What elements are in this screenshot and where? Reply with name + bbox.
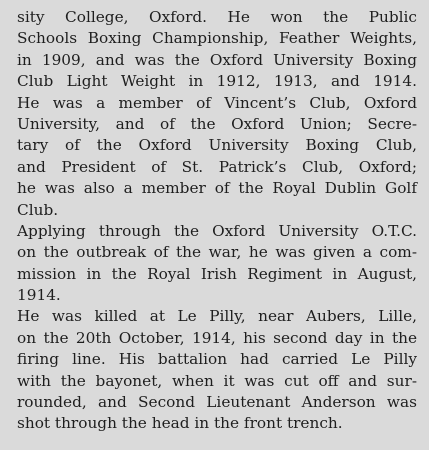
text-line: on the outbreak of the war, he was given a com- xyxy=(17,243,417,262)
text-line: mission in the Royal Irish Regiment in August, xyxy=(17,264,417,283)
text-line: with the bayonet, when it was cut off and sur- xyxy=(17,371,417,390)
text-line: he was also a member of the Royal Dublin Golf xyxy=(17,179,417,198)
text-line: He was killed at Le Pilly, near Aubers, Lille, xyxy=(17,307,417,326)
text-line: University, and of the Oxford Union; Secre- xyxy=(17,114,417,133)
text-line: Schools Boxing Championship, Feather Weights, xyxy=(17,29,417,48)
text-line: firing line. His battalion had carried Le Pilly xyxy=(17,350,417,369)
text-line: He was a member of Vincent’s Club, Oxford xyxy=(17,93,417,112)
text-line: in 1909, and was the Oxford University Boxing xyxy=(17,50,417,69)
text-line: sity College, Oxford. He won the Public xyxy=(17,8,417,26)
text-line: tary of the Oxford University Boxing Club, xyxy=(17,136,417,155)
body-text xyxy=(17,7,417,435)
text-line: rounded, and Second Lieutenant Anderson was xyxy=(17,393,417,412)
text-line: Applying through the Oxford University O.T.C. xyxy=(17,221,417,240)
text-line: shot through the head in the front trench. xyxy=(17,414,343,433)
text-line: on the 20th October, 1914, his second day in the xyxy=(17,328,417,347)
text-line: and President of St. Patrick’s Club, Oxford; xyxy=(17,157,417,176)
text-line: Club. xyxy=(17,200,59,219)
text-line: Club Light Weight in 1912, 1913, and 1914. xyxy=(17,72,417,91)
text-line: 1914. xyxy=(17,286,61,305)
